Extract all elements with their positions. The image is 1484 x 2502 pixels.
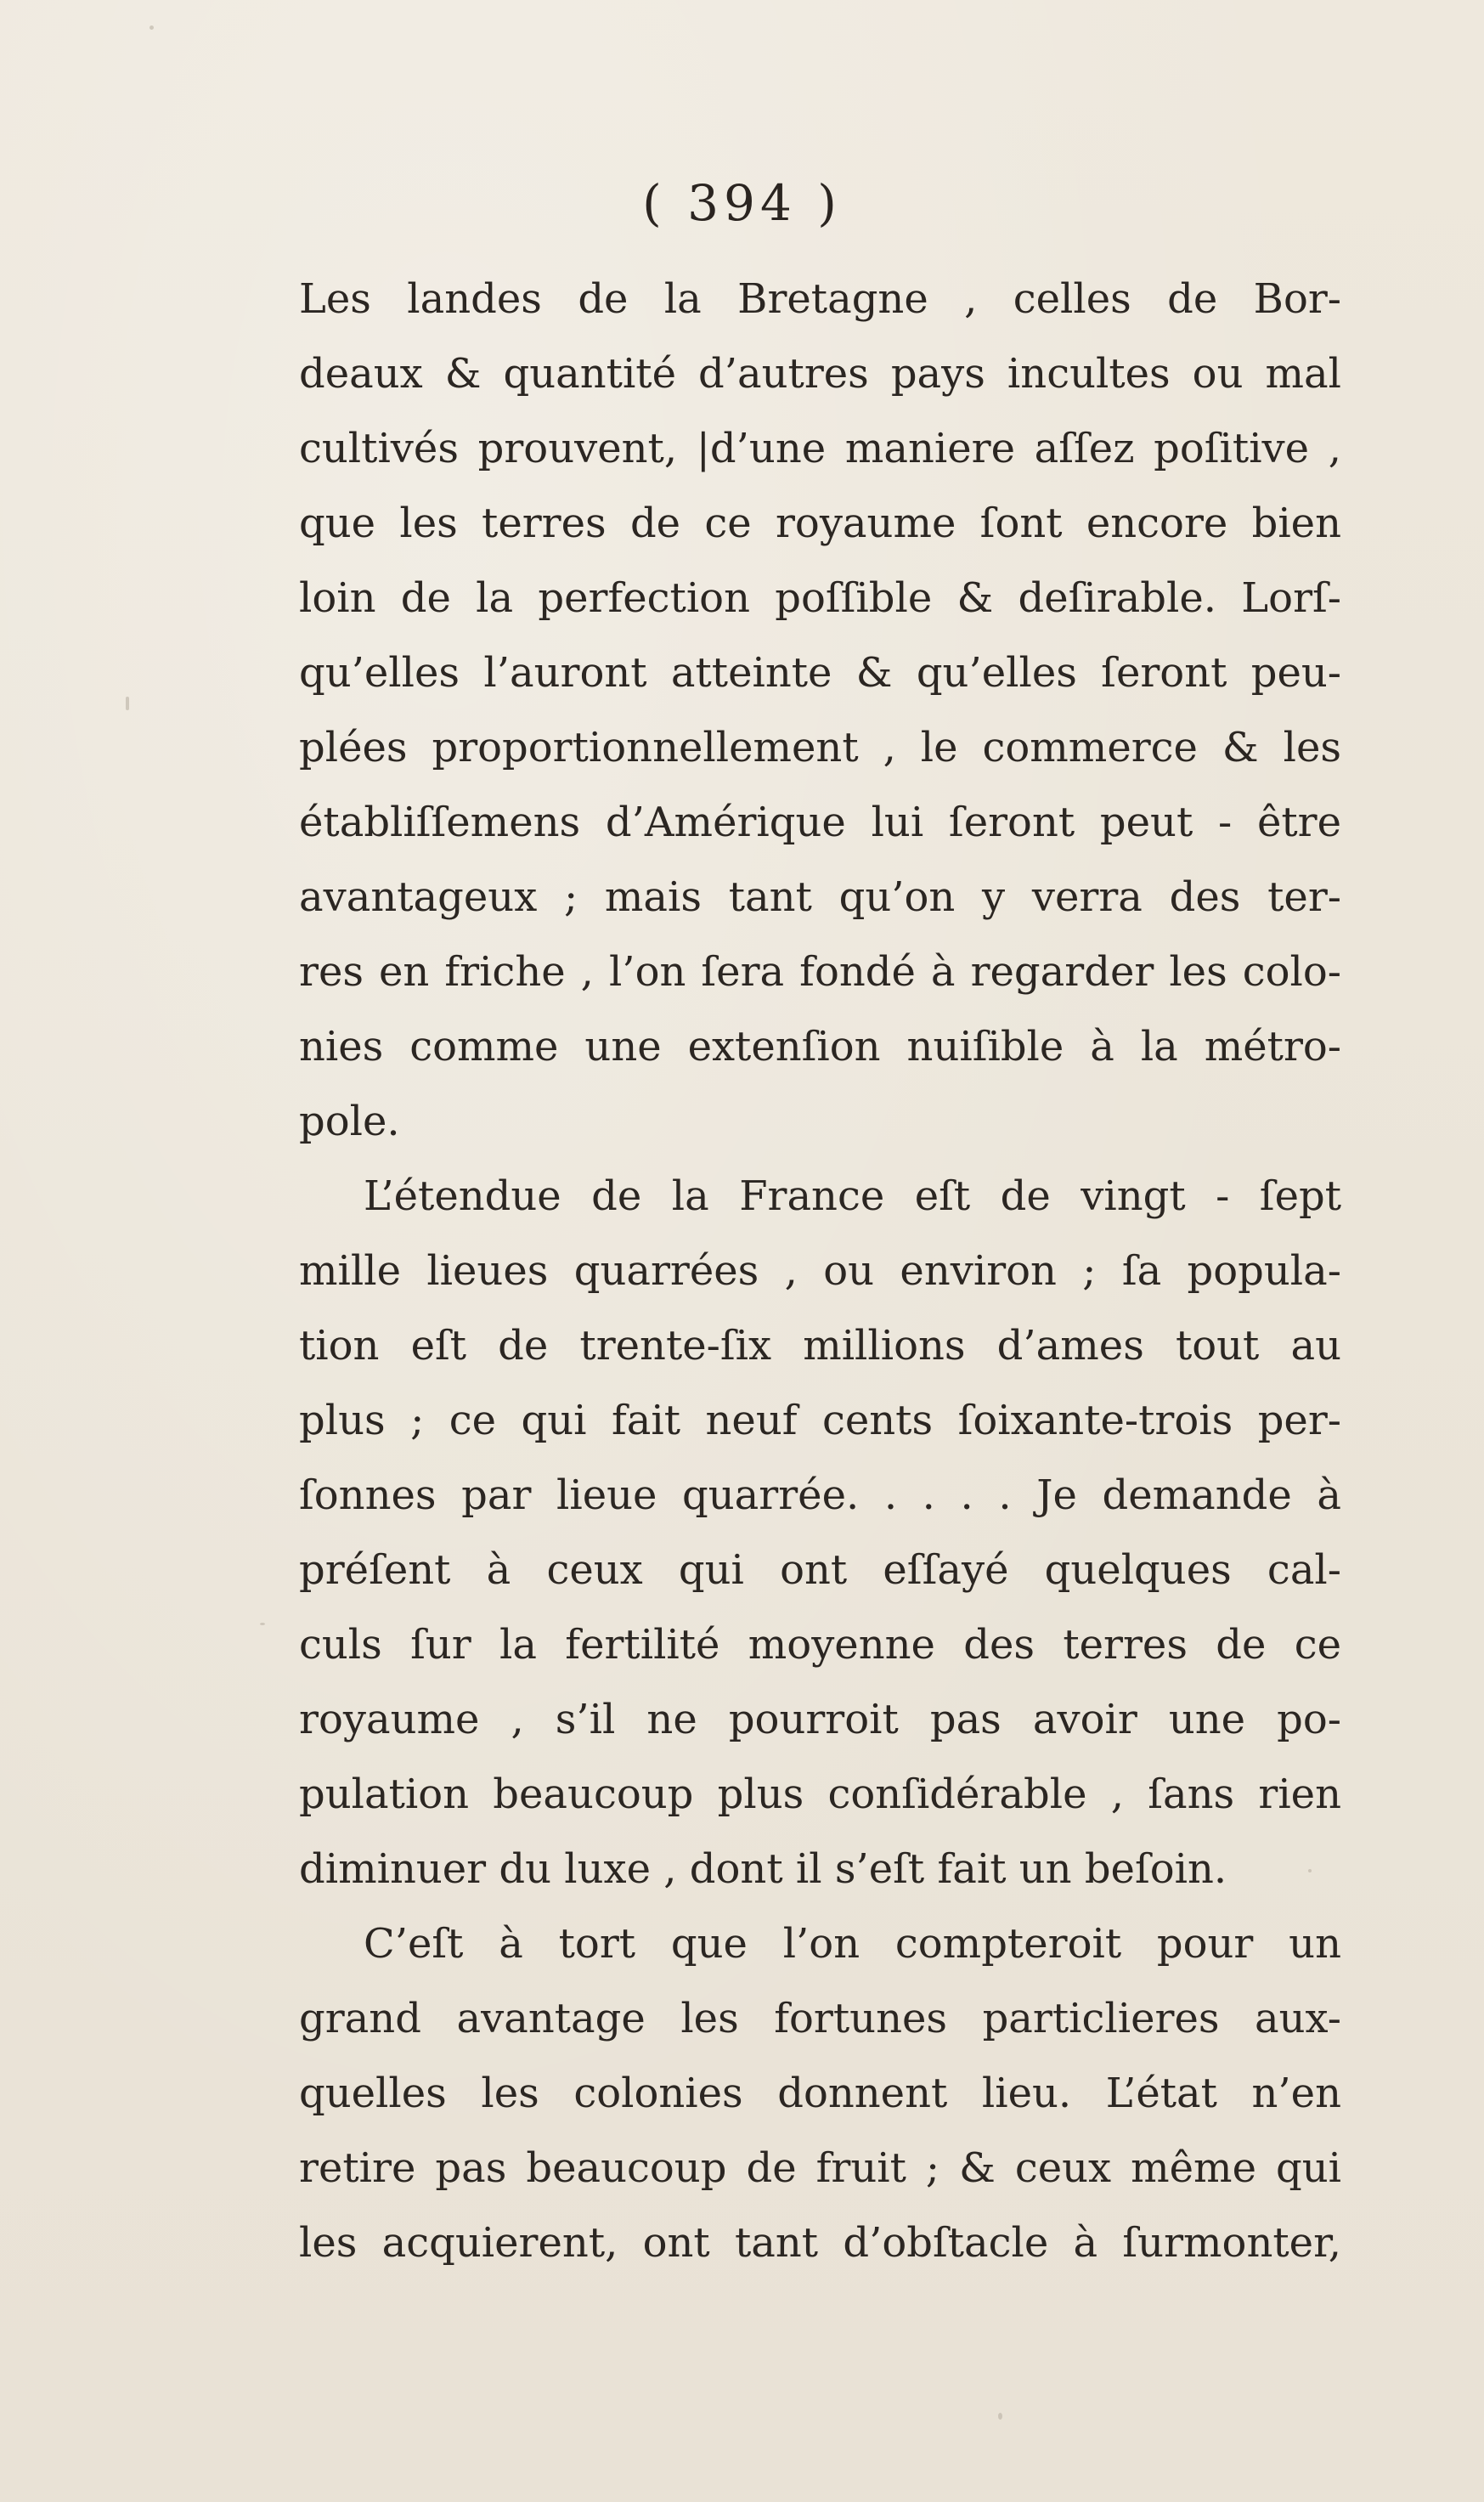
text-line: pole. <box>299 1098 400 1145</box>
text-line: établiſſemens d’Amérique lui ſeront peut - être <box>299 799 1341 846</box>
paper-speck <box>150 25 154 30</box>
text-line: que les terres de ce royaume ſont encore bien <box>299 500 1341 547</box>
text-line: cultivés prouvent, |d’une maniere aſſez poſitive , <box>299 425 1341 472</box>
page-number-header: ( 394 ) <box>642 174 842 232</box>
text-line: royaume , s’il ne pourroit pas avoir une po- <box>299 1696 1341 1743</box>
text-line: mille lieues quarrées , ou environ ; ſa popula- <box>299 1247 1341 1295</box>
text-line: plus ; ce qui fait neuf cents ſoixante-trois per- <box>299 1397 1341 1444</box>
paper-speck <box>1308 1869 1312 1872</box>
text-line: grand avantage les fortunes particlieres aux- <box>299 1995 1341 2042</box>
text-line: préſent à ceux qui ont eſſayé quelques cal- <box>299 1546 1341 1594</box>
paper-speck <box>260 1623 265 1625</box>
text-line: nies comme une extenſion nuiſible à la métro- <box>299 1023 1341 1070</box>
text-line: pulation beaucoup plus conſidérable , ſans rien <box>299 1771 1341 1818</box>
text-line: loin de la perfection poſſible & deſirable. Lorſ- <box>299 574 1341 622</box>
text-line: avantageux ; mais tant qu’on y verra des ter- <box>299 873 1341 921</box>
text-line: les acquierent, ont tant d’obſtacle à ſurmonter, <box>299 2219 1341 2267</box>
paper-speck <box>998 2413 1002 2420</box>
text-line: qu’elles l’auront atteinte & qu’elles ſeront peu- <box>299 649 1341 697</box>
text-line: Les landes de la Bretagne , celles de Bor- <box>299 275 1341 323</box>
body-text <box>299 262 1341 2280</box>
text-line: plées proportionnellement , le commerce & les <box>299 724 1341 771</box>
text-line: deaux & quantité d’autres pays incultes ou mal <box>299 350 1341 398</box>
paper-speck <box>126 697 129 710</box>
text-line: tion eſt de trente-ſix millions d’ames tout au <box>299 1322 1341 1370</box>
text-line: res en friche , l’on ſera fondé à regarder les colo- <box>299 948 1341 996</box>
text-line: retire pas beaucoup de fruit ; & ceux même qui <box>299 2144 1341 2192</box>
text-line: ſonnes par lieue quarrée. . . . . Je demande à <box>299 1471 1341 1519</box>
paragraph-start-line: L’étendue de la France eſt de vingt - ſept <box>364 1172 1341 1220</box>
text-line: culs ſur la fertilité moyenne des terres de ce <box>299 1621 1341 1669</box>
paragraph-start-line: C’eſt à tort que l’on compteroit pour un <box>364 1920 1341 1968</box>
text-line: diminuer du luxe , dont il s’eſt fait un beſoin. <box>299 1845 1227 1893</box>
text-line: quelles les colonies donnent lieu. L’état n’en <box>299 2070 1341 2117</box>
